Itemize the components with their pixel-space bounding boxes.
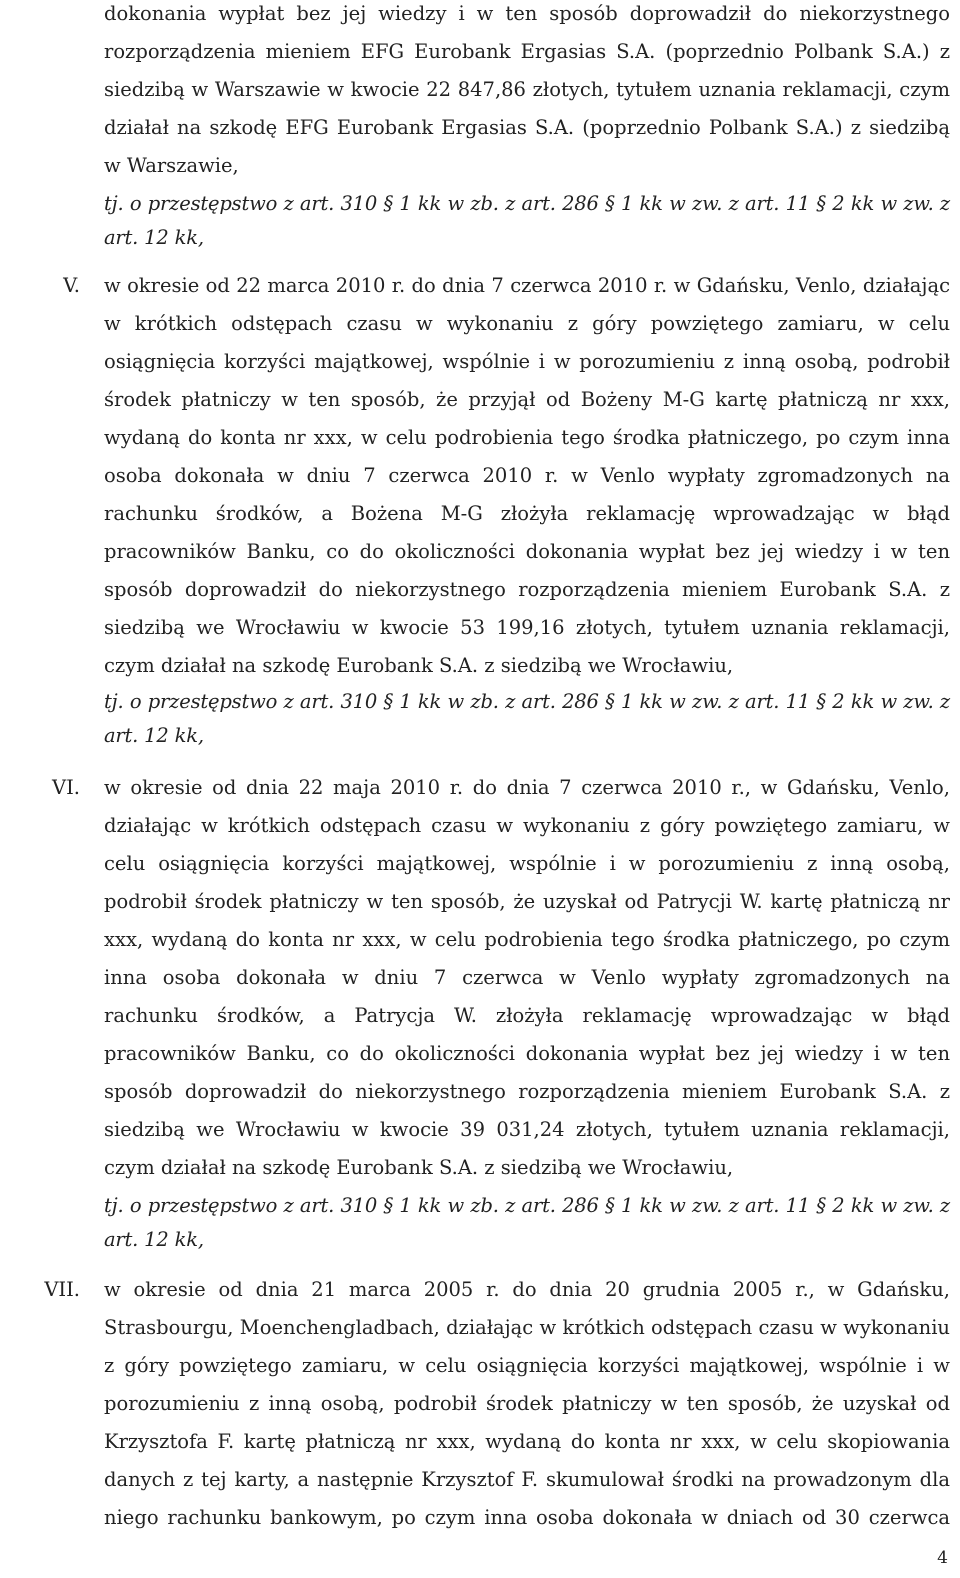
text-line: rozporządzenia mieniem EFG Eurobank Ergasias S.A. (poprzednio Polbank S.A.) z — [104, 40, 950, 63]
text-line: środek płatniczy w ten sposób, że przyjął od Bożeny M-G kartę płatniczą nr xxx, — [104, 388, 950, 411]
text-line: danych z tej karty, a następnie Krzysztof F. skumulował środki na prowadzonym dla — [104, 1468, 950, 1491]
text-line: w okresie od 22 marca 2010 r. do dnia 7 czerwca 2010 r. w Gdańsku, Venlo, działając — [104, 274, 950, 297]
legal-citation-line: art. 12 kk, — [104, 724, 204, 747]
text-line: Krzysztofa F. kartę płatniczą nr xxx, wydaną do konta nr xxx, w celu skopiowania — [104, 1430, 950, 1453]
legal-citation-line: tj. o przestępstwo z art. 310 § 1 kk w zb. z art. 286 § 1 kk w zw. z art. 11 § 2 kk w zw. z — [104, 690, 950, 713]
text-line: czym działał na szkodę Eurobank S.A. z siedzibą we Wrocławiu, — [104, 1156, 734, 1179]
text-line: sposób doprowadził do niekorzystnego rozporządzenia mieniem Eurobank S.A. z — [104, 578, 950, 601]
text-line: siedzibą we Wrocławiu w kwocie 39 031,24 złotych, tytułem uznania reklamacji, — [104, 1118, 950, 1141]
text-line: siedzibą w Warszawie w kwocie 22 847,86 złotych, tytułem uznania reklamacji, czym — [104, 78, 950, 101]
text-line: w krótkich odstępach czasu w wykonaniu z góry powziętego zamiaru, w celu — [104, 312, 950, 335]
page-number: 4 — [937, 1548, 948, 1568]
text-line: inna osoba dokonała w dniu 7 czerwca w Venlo wypłaty zgromadzonych na — [104, 966, 950, 989]
text-line: niego rachunku bankowym, po czym inna osoba dokonała w dniach od 30 czerwca — [104, 1506, 950, 1529]
text-line: czym działał na szkodę Eurobank S.A. z siedzibą we Wrocławiu, — [104, 654, 734, 677]
text-line: dokonania wypłat bez jej wiedzy i w ten sposób doprowadził do niekorzystnego — [104, 2, 950, 25]
section-number: V. — [63, 274, 80, 297]
text-line: pracowników Banku, co do okoliczności dokonania wypłat bez jej wiedzy i w ten — [104, 1042, 950, 1065]
text-line: sposób doprowadził do niekorzystnego rozporządzenia mieniem Eurobank S.A. z — [104, 1080, 950, 1103]
text-line: w okresie od dnia 22 maja 2010 r. do dnia 7 czerwca 2010 r., w Gdańsku, Venlo, — [104, 776, 950, 799]
text-line: podrobił środek płatniczy w ten sposób, że uzyskał od Patrycji W. kartę płatniczą nr — [104, 890, 950, 913]
text-line: osoba dokonała w dniu 7 czerwca 2010 r. w Venlo wypłaty zgromadzonych na — [104, 464, 950, 487]
text-line: działał na szkodę EFG Eurobank Ergasias S.A. (poprzednio Polbank S.A.) z siedzibą — [104, 116, 950, 139]
legal-citation-line: tj. o przestępstwo z art. 310 § 1 kk w zb. z art. 286 § 1 kk w zw. z art. 11 § 2 kk w zw. z — [104, 1194, 950, 1217]
text-line: Strasbourgu, Moenchengladbach, działając w krótkich odstępach czasu w wykonaniu — [104, 1316, 950, 1339]
legal-citation-line: art. 12 kk, — [104, 226, 204, 249]
text-line: pracowników Banku, co do okoliczności dokonania wypłat bez jej wiedzy i w ten — [104, 540, 950, 563]
text-line: rachunku środków, a Patrycja W. złożyła reklamację wprowadzając w błąd — [104, 1004, 950, 1027]
legal-citation-line: tj. o przestępstwo z art. 310 § 1 kk w zb. z art. 286 § 1 kk w zw. z art. 11 § 2 kk w zw. z — [104, 192, 950, 215]
text-line: w Warszawie, — [104, 154, 239, 177]
text-line: wydaną do konta nr xxx, w celu podrobienia tego środka płatniczego, po czym inna — [104, 426, 950, 449]
text-line: porozumieniu z inną osobą, podrobił środek płatniczy w ten sposób, że uzyskał od — [104, 1392, 950, 1415]
text-line: xxx, wydaną do konta nr xxx, w celu podrobienia tego środka płatniczego, po czym — [104, 928, 950, 951]
text-line: działając w krótkich odstępach czasu w wykonaniu z góry powziętego zamiaru, w — [104, 814, 950, 837]
text-line: siedzibą we Wrocławiu w kwocie 53 199,16 złotych, tytułem uznania reklamacji, — [104, 616, 950, 639]
section-number: VI. — [52, 776, 80, 799]
text-line: z góry powziętego zamiaru, w celu osiągnięcia korzyści majątkowej, wspólnie i w — [104, 1354, 950, 1377]
section-number: VII. — [44, 1278, 80, 1301]
text-line: w okresie od dnia 21 marca 2005 r. do dnia 20 grudnia 2005 r., w Gdańsku, — [104, 1278, 950, 1301]
text-line: osiągnięcia korzyści majątkowej, wspólnie i w porozumieniu z inną osobą, podrobił — [104, 350, 950, 373]
text-line: celu osiągnięcia korzyści majątkowej, wspólnie i w porozumieniu z inną osobą, — [104, 852, 950, 875]
text-line: rachunku środków, a Bożena M-G złożyła reklamację wprowadzając w błąd — [104, 502, 950, 525]
legal-citation-line: art. 12 kk, — [104, 1228, 204, 1251]
